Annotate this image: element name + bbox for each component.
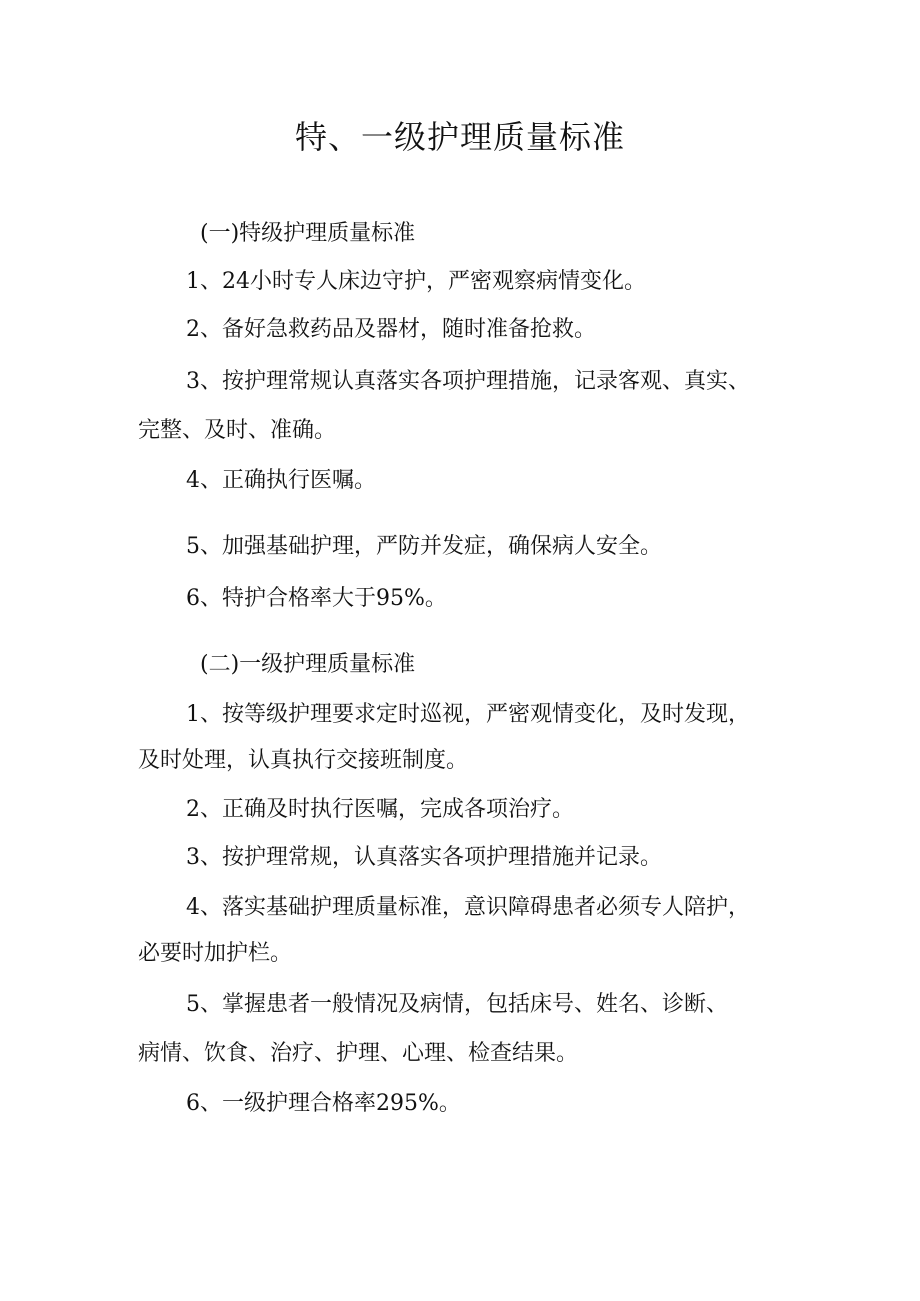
standard-item: 3、按护理常规，认真落实各项护理措施并记录。 <box>186 845 662 870</box>
standard-item: 3、按护理常规认真落实各项护理措施，记录客观、真实、 <box>186 369 750 394</box>
standard-item: 1、按等级护理要求定时巡视，严密观情变化，及时发现， <box>186 702 750 727</box>
standard-item-continuation: 及时处理，认真执行交接班制度。 <box>138 748 469 773</box>
section-heading-first-level: (二)一级护理质量标准 <box>200 652 416 677</box>
standard-item: 5、加强基础护理，严防并发症，确保病人安全。 <box>186 534 662 559</box>
standard-item: 4、落实基础护理质量标准，意识障碍患者必须专人陪护， <box>186 895 750 920</box>
section-heading-special: (一)特级护理质量标准 <box>200 221 416 246</box>
standard-item: 1、24小时专人床边守护，严密观察病情变化。 <box>186 269 646 294</box>
standard-item: 4、正确执行医嘱。 <box>186 468 376 493</box>
standard-item: 5、掌握患者一般情况及病情，包括床号、姓名、诊断、 <box>186 992 728 1017</box>
standard-item: 2、备好急救药品及器材，随时准备抢救。 <box>186 317 596 342</box>
standard-item-continuation: 必要时加护栏。 <box>138 941 293 966</box>
standard-item-continuation: 病情、饮食、治疗、护理、心理、检查结果。 <box>138 1041 579 1066</box>
standard-item: 6、特护合格率大于95%。 <box>186 586 447 611</box>
standard-item: 2、正确及时执行医嘱，完成各项治疗。 <box>186 797 574 822</box>
page-title: 特、一级护理质量标准 <box>294 118 625 156</box>
standard-item-continuation: 完整、及时、准确。 <box>138 418 337 443</box>
standard-item: 6、一级护理合格率295%。 <box>186 1091 461 1116</box>
